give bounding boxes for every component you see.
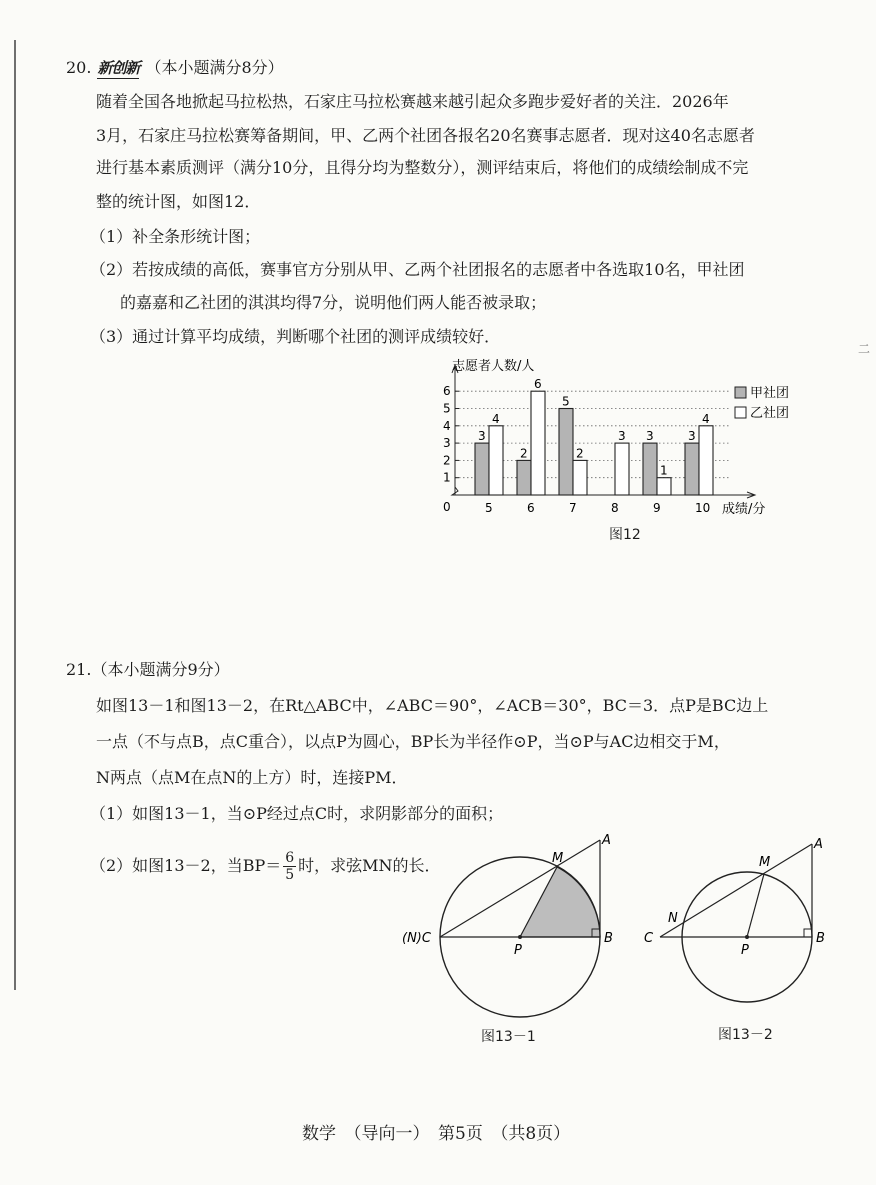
bar-yi-6	[531, 391, 545, 495]
label-b-13-2: B	[816, 931, 825, 946]
legend-text-yi: 乙社团	[750, 406, 790, 421]
chart-title: 志愿者人数/人	[452, 359, 535, 374]
x-tick-label-8: 8	[611, 501, 619, 515]
y-tick-label-3: 3	[443, 436, 451, 451]
bar-label-yi-7: 2	[576, 446, 584, 461]
q20-line-4: 整的统计图，如图12．	[96, 192, 261, 211]
figure-13-2-caption: 图13－2	[718, 1027, 773, 1043]
bar-yi-9	[657, 478, 671, 495]
page-footer: 数学 （导向一） 第5页 （共8页）	[302, 1124, 571, 1144]
label-a-13-2: A	[814, 837, 823, 852]
bar-jia-5	[475, 443, 489, 495]
bar-yi-5	[489, 426, 503, 495]
bar-label-jia-6: 2	[520, 446, 528, 461]
y-tick-label-4: 4	[443, 418, 451, 433]
q20-part-2: （2）若按成绩的高低，赛事官方分别从甲、乙两个社团报名的志愿者中各选取10名，甲社团	[90, 260, 745, 279]
q21-header	[66, 660, 230, 680]
x-tick-label-6: 6	[527, 501, 535, 515]
brand-logo: 新创新	[97, 59, 140, 77]
shaded-sector	[520, 867, 600, 937]
figure-12-caption: 图12	[609, 527, 641, 543]
bar-label-jia-7: 5	[562, 394, 570, 409]
q21-score-note: （本小题满分9分）	[91, 660, 230, 679]
q21-line-2: 一点（不与点B，点C重合），以点P为圆心，BP长为半径作⊙P，当⊙P与AC边相交于M，	[96, 732, 730, 751]
bar-label-jia-5: 3	[478, 429, 486, 444]
q21-line-3: N两点（点M在点N的上方）时，连接PM．	[96, 768, 408, 787]
q20-line-2: 3月，石家庄马拉松赛筹备期间，甲、乙两个社团各报名20名赛事志愿者．现对这40名志愿者	[96, 126, 755, 145]
label-nc-13-1: (N)C	[402, 931, 431, 946]
q20-header	[66, 58, 284, 79]
y-tick-label-5: 5	[443, 401, 451, 416]
bar-chart-figure-12	[430, 355, 790, 550]
label-m-13-2: M	[759, 855, 771, 870]
q21-number: 21.	[66, 660, 92, 679]
bar-label-yi-10: 4	[702, 411, 710, 426]
bar-label-jia-10: 3	[688, 429, 696, 444]
label-p-13-2: P	[741, 943, 749, 958]
q20-number: 20.	[66, 58, 92, 77]
bar-yi-10	[699, 426, 713, 495]
fraction-six-fifths	[283, 850, 296, 883]
bar-yi-7	[573, 460, 587, 495]
bar-jia-10	[685, 443, 699, 495]
legend-swatch-jia	[735, 387, 746, 398]
legend-swatch-yi	[735, 407, 746, 418]
bar-jia-6	[517, 460, 531, 495]
origin-label: 0	[443, 500, 451, 514]
q20-line-3: 进行基本素质测评（满分10分，且得分均为整数分），测评结束后，将他们的成绩绘制成不完	[96, 158, 749, 177]
x-tick-label-5: 5	[485, 501, 493, 515]
q20-part-2-cont: 的嘉嘉和乙社团的淇淇均得7分，说明他们两人能否被录取；	[120, 293, 547, 312]
point-p-13-1	[518, 935, 522, 939]
label-n-13-2: N	[668, 911, 678, 926]
label-c-13-2: C	[644, 931, 654, 946]
bar-jia-9	[643, 443, 657, 495]
x-tick-label-10: 10	[695, 501, 711, 515]
margin-line	[14, 40, 16, 990]
bar-label-jia-9: 3	[646, 429, 654, 444]
label-b-13-1: B	[604, 931, 613, 946]
y-tick-label-6: 6	[443, 384, 451, 399]
q20-part-3: （3）通过计算平均成绩，判断哪个社团的测评成绩较好．	[90, 327, 501, 346]
bar-label-yi-6: 6	[534, 377, 542, 392]
y-tick-label-1: 1	[443, 470, 451, 485]
q20-score-note: （本小题满分8分）	[145, 58, 284, 77]
side-mark: 二	[858, 342, 871, 356]
point-p-13-2	[745, 935, 749, 939]
q21-part-2	[90, 850, 441, 883]
label-m-13-1: M	[552, 851, 564, 866]
legend-text-jia: 甲社团	[750, 386, 790, 401]
bar-label-yi-8: 3	[618, 429, 626, 444]
y-tick-label-2: 2	[443, 453, 451, 468]
bar-yi-8	[615, 443, 629, 495]
x-axis-label: 成绩/分	[722, 502, 766, 517]
fraction-denominator: 5	[285, 867, 295, 883]
q21-part-1: （1）如图13－1，当⊙P经过点C时，求阴影部分的面积；	[90, 804, 504, 823]
bar-label-yi-9: 1	[660, 463, 668, 478]
figure-13-1-caption: 图13－1	[481, 1029, 536, 1045]
x-tick-label-7: 7	[569, 501, 577, 515]
q20-line-1: 随着全国各地掀起马拉松热，石家庄马拉松赛越来越引起众多跑步爱好者的关注．2026年	[96, 92, 729, 111]
q20-part-1: （1）补全条形统计图；	[90, 227, 261, 246]
q21-line-1: 如图13－1和图13－2，在Rt△ABC中，∠ABC＝90°，∠ACB＝30°，BC＝3．点P是BC边上	[96, 696, 769, 715]
right-angle-mark-13-2	[804, 929, 812, 937]
bar-jia-7	[559, 409, 573, 496]
bar-label-yi-5: 4	[492, 411, 500, 426]
geometry-figure-13-2	[640, 830, 840, 1030]
fraction-numerator: 6	[285, 850, 295, 866]
label-a-13-1: A	[602, 833, 611, 848]
q21-part-2-suffix: 时，求弦MN的长．	[298, 856, 441, 875]
segment-pm-13-2	[747, 874, 764, 937]
segment-ca-13-2	[660, 844, 812, 937]
label-p-13-1: P	[514, 943, 522, 958]
geometry-figure-13-1	[395, 830, 635, 1060]
x-tick-label-9: 9	[653, 501, 661, 515]
q21-part-2-prefix: （2）如图13－2，当BP＝	[90, 856, 282, 875]
